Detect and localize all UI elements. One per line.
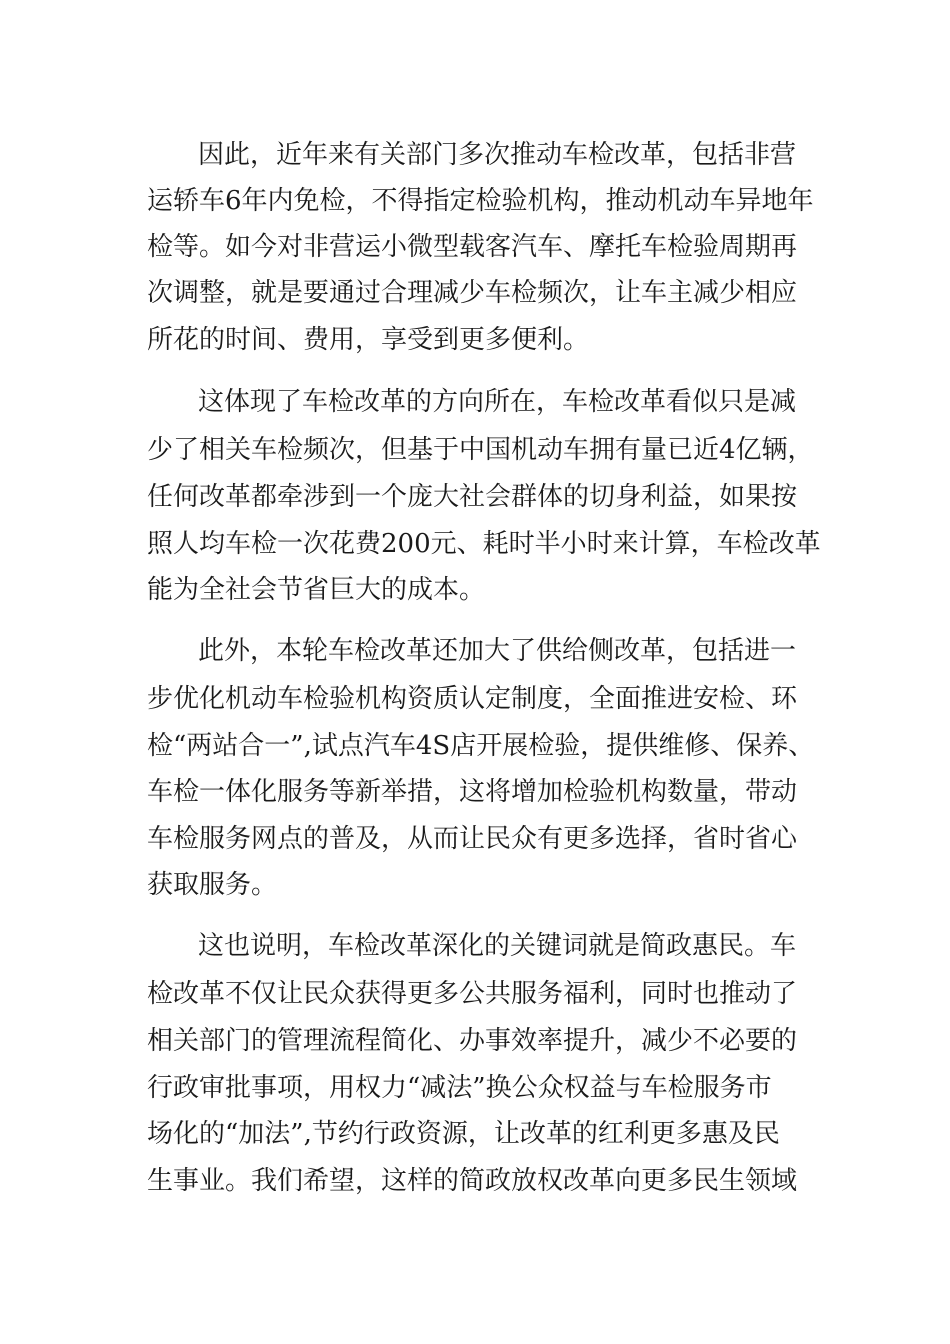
paragraph-2-line-5: 能为全社会节省巨大的成本。: [147, 575, 486, 605]
paragraph-2-line-3: 任何改革都牵涉到一个庞大社会群体的切身利益，如果按: [147, 482, 798, 512]
paragraph-3-line-2: 步优化机动车检验机构资质认定制度，全面推进安检、环: [147, 684, 798, 714]
paragraph-4-line-1: 这也说明，车检改革深化的关键词就是简政惠民。车: [198, 931, 797, 961]
paragraph-3-line-5: 车检服务网点的普及，从而让民众有更多选择，省时省心: [147, 824, 798, 854]
paragraph-3-line-4: 车检一体化服务等新举措，这将增加检验机构数量，带动: [147, 777, 798, 807]
paragraph-1-line-4: 次调整，就是要通过合理减少车检频次，让车主减少相应: [147, 278, 798, 308]
paragraph-1-line-5: 所花的时间、费用，享受到更多便利。: [147, 325, 590, 355]
paragraph-2-line-2: 少了相关车检频次，但基于中国机动车拥有量已近4亿辆，: [147, 435, 814, 465]
paragraph-4-line-5: 场化的“加法”,节约行政资源，让改革的红利更多惠及民: [147, 1119, 780, 1149]
paragraph-3-line-6: 获取服务。: [147, 870, 278, 900]
paragraph-4-line-4: 行政审批事项，用权力“减法”换公众权益与车检服务市: [147, 1073, 772, 1103]
paragraph-1-line-3: 检等。如今对非营运小微型载客汽车、摩托车检验周期再: [147, 232, 798, 262]
paragraph-4-line-6: 生事业。我们希望，这样的简政放权改革向更多民生领域: [147, 1166, 798, 1196]
paragraph-1-line-2: 运轿车6年内免检，不得指定检验机构，推动机动车异地年: [147, 186, 814, 216]
paragraph-3-line-1: 此外，本轮车检改革还加大了供给侧改革，包括进一: [198, 636, 797, 666]
paragraph-2-line-4: 照人均车检一次花费200元、耗时半小时来计算，车检改革: [147, 529, 821, 559]
paragraph-4-line-2: 检改革不仅让民众获得更多公共服务福利，同时也推动了: [147, 979, 798, 1009]
paragraph-2-line-1: 这体现了车检改革的方向所在，车检改革看似只是减: [198, 387, 797, 417]
paragraph-3-line-3: 检“两站合一”,试点汽车4S店开展检验，提供维修、保养、: [147, 731, 815, 761]
paragraph-1-line-1: 因此，近年来有关部门多次推动车检改革，包括非营: [198, 140, 797, 170]
paragraph-4-line-3: 相关部门的管理流程简化、办事效率提升，减少不必要的: [147, 1026, 798, 1056]
